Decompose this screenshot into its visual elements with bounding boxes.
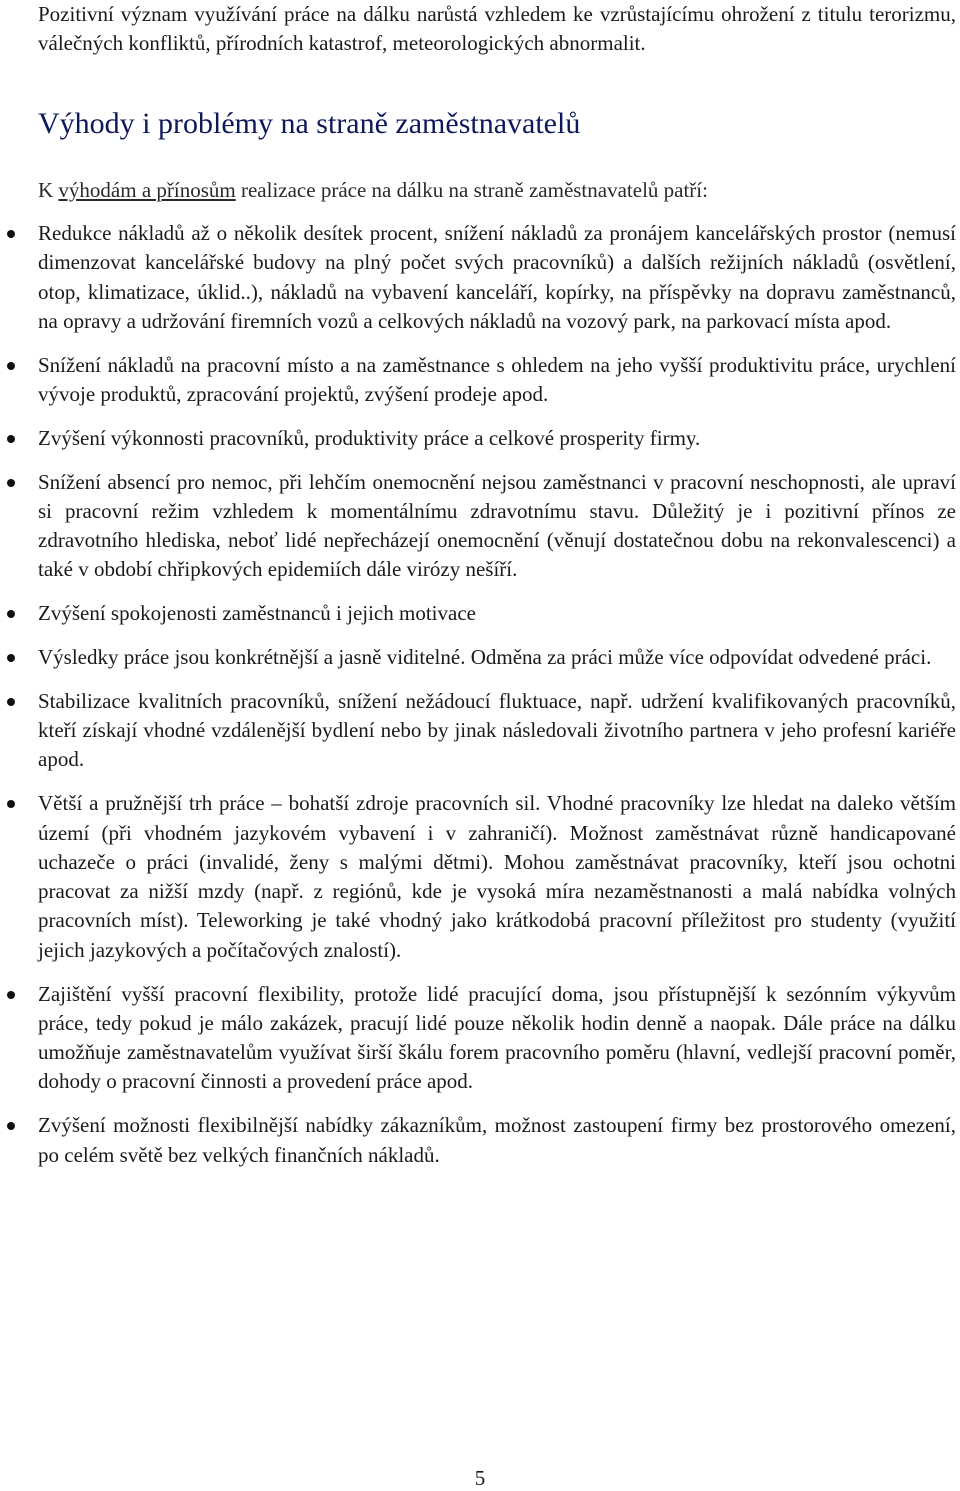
bullet-icon (7, 1122, 15, 1130)
bullet-icon (7, 654, 15, 662)
bullet-icon (7, 991, 15, 999)
bullet-icon (7, 800, 15, 808)
advantages-list (38, 219, 956, 1170)
bullet-icon (7, 698, 15, 706)
bullet-icon (7, 435, 15, 443)
list-item (38, 468, 956, 585)
list-item (38, 643, 956, 672)
list-item (38, 424, 956, 453)
list-item-text: Zvýšení spokojenosti zaměstnanců i jejich motivace (38, 601, 476, 626)
list-item-text: Snížení absencí pro nemoc, při lehčím onemocnění nejsou zaměstnanci v pracovní neschopnosti, ale upraví si pracovní režim vzhledem k momentálnímu zdravotnímu stavu. Důležitý je i pozitivní přínos ze zdravotního hlediska, neboť lidé nepřecházejí onemocnění (věnují dostatečnou dobu na rekonvalescenci) a také v období chřipkových epidemiích dále virózy nešíří. (38, 469, 956, 582)
list-item (38, 980, 956, 1097)
list-item (38, 599, 956, 628)
list-item-text: Větší a pružnější trh práce – bohatší zdroje pracovních sil. Vhodné pracovníky lze hledat na daleko větším území (při vhodném jazykovém vybavení i v zahraničí). Možnost zaměstnávat různě handicapované uchazeče o práci (invalidé, ženy s malými dětmi). Mohou zaměstnávat pracovníky, kteří jsou ochotni pracovat za nižší mzdy (např. z regiónů, kde je vysoká míra nezaměstnanosti a malá nabídka volných pracovních míst). Teleworking je také vhodný jako krátkodobá pracovní příležitost pro studenty (využití jejich jazykových a počítačových znalostí). (38, 791, 956, 962)
list-item-text: Redukce nákladů až o několik desítek procent, snížení nákladů za pronájem kancelářských prostor (nemusí dimenzovat kancelářské budovy na plný počet svých pracovníků) a dalších režijních nákladů (osvětlení, otop, klimatizace, úklid..), nákladů na vybavení kanceláří, kopírky, na příspěvky na dopravu zaměstnanců, na opravy a udržování firemních vozů a celkových nákladů na vozový park, na parkovací místa apod. (38, 221, 956, 333)
list-item-text: Stabilizace kvalitních pracovníků, snížení nežádoucí fluktuace, např. udržení kvalifikovaných pracovníků, kteří získají vhodné vzdálenější bydlení nebo by jinak následovali životního partnera v jeho profesní kariéře apod. (38, 688, 956, 772)
intro-paragraph: Pozitivní význam využívání práce na dálku narůstá vzhledem ke vzrůstajícímu ohrožení z titulu terorizmu, válečných konfliktů, přírodních katastrof, meteorologických abnormalit. (38, 2, 956, 55)
document-page (38, 0, 956, 1184)
list-item-text: Zvýšení výkonnosti pracovníků, produktivity práce a celkové prosperity firmy. (38, 425, 701, 450)
bullet-icon (7, 610, 15, 618)
list-item-text: Výsledky práce jsou konkrétnější a jasně viditelné. Odměna za práci může více odpovídat odvedené práci. (38, 645, 932, 670)
section-heading: Výhody i problémy na straně zaměstnavatelů (38, 107, 581, 140)
bullet-icon (7, 362, 15, 370)
lead-prefix: K (38, 178, 59, 202)
lead-underlined: výhodám a přínosům (58, 178, 236, 202)
lead-paragraph (38, 176, 956, 205)
bullet-icon (7, 479, 15, 487)
list-item (38, 351, 956, 410)
list-item-text: Zvýšení možnosti flexibilnější nabídky zákazníkům, možnost zastoupení firmy bez prostorového omezení, po celém světě bez velkých finančních nákladů. (38, 1113, 956, 1167)
list-item-text: Snížení nákladů na pracovní místo a na zaměstnance s ohledem na jeho vyšší produktivitu práce, urychlení vývoje produktů, zpracování projektů, zvýšení prodeje apod. (38, 352, 956, 406)
page-number: 5 (474, 1466, 486, 1490)
list-item (38, 1111, 956, 1170)
list-item (38, 687, 956, 775)
lead-suffix: realizace práce na dálku na straně zaměstnavatelů patří: (235, 178, 708, 202)
list-item-text: Zajištění vyšší pracovní flexibility, protože lidé pracující doma, jsou přístupnější k sezónním výkyvům práce, tedy pokud je málo zakázek, pracují lidé pouze několik hodin denně a naopak. Dále práce na dálku umožňuje zaměstnavatelům využívat širší škálu forem pracovního poměru (hlavní, vedlejší pracovní poměr, dohody o pracovní činnosti a provedení práce apod. (38, 981, 956, 1094)
list-item (38, 789, 956, 965)
list-item (38, 219, 956, 336)
bullet-icon (7, 230, 15, 238)
